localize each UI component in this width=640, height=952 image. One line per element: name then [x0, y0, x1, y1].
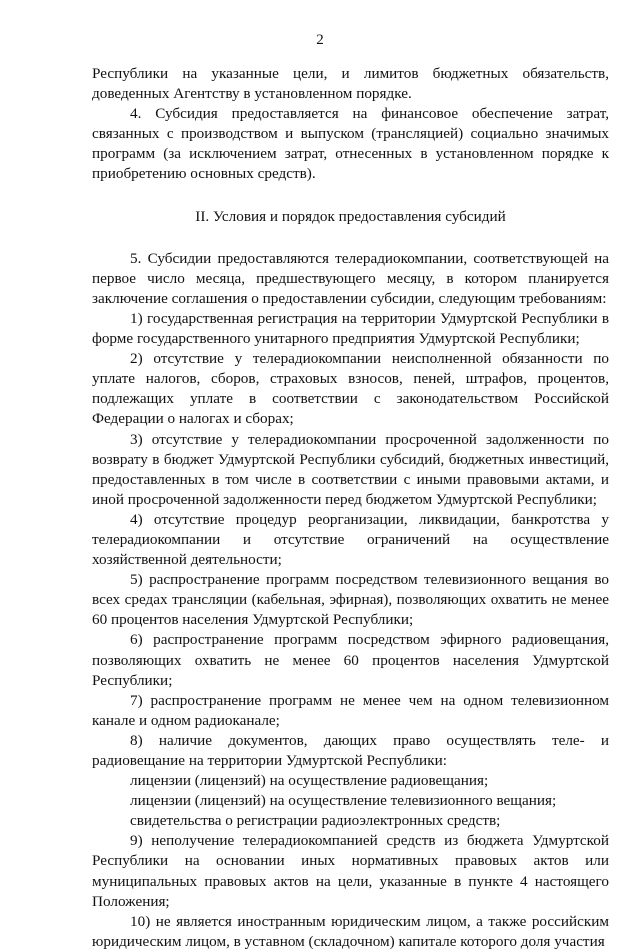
requirement-1: 1) государственная регистрация на территории Удмуртской Республики в форме государственного унитарного предприятия Удмуртской Республики; — [92, 309, 609, 348]
requirement-7: 7) распространение программ не менее чем на одном телевизионном канале и одном радиоканале; — [92, 691, 609, 729]
requirement-9: 9) неполучение телерадиокомпанией средств из бюджета Удмуртской Республики на основании иных нормативных правовых актов или муниципальных правовых актов на цели, указанные в пункте 4 настоящего Положения; — [92, 832, 609, 910]
paragraph-item-4: 4. Субсидия предоставляется на финансовое обеспечение затрат, связанных с производством и выпуском (трансляцией) социально значимых программ (за исключением затрат, отнесенных в установленном порядке к приобретению основных средств). — [92, 105, 609, 183]
requirement-5: 5) распространение программ посредством телевизионного вещания во всех средах трансляции (кабельная, эфирная), позволяющих охватить не менее 60 процентов населения Удмуртской Республики; — [92, 571, 609, 629]
requirement-3: 3) отсутствие у телерадиокомпании просроченной задолженности по возврату в бюджет Удмуртской Республики субсидий, бюджетных инвестиций, предоставленных в том числе в соответствии с иными правовыми актами, и иной просроченной задолженности перед бюджетом Удмуртской Республики; — [92, 430, 609, 508]
requirement-8: 8) наличие документов, дающих право осуществлять теле- и радиовещание на территории Удмуртской Республики: — [92, 731, 609, 769]
section-title: II. Условия и порядок предоставления субсидий — [195, 207, 506, 225]
license-item: лицензии (лицензий) на осуществление телевизионного вещания; — [130, 792, 557, 810]
requirement-2: 2) отсутствие у телерадиокомпании неисполненной обязанности по уплате налогов, сборов, страховых взносов, пеней, штрафов, процентов, подлежащих уплате в соответствии с законодательством Российской Федерации о налогах и сборах; — [92, 350, 609, 428]
requirement-10: 10) не является иностранным юридическим лицом, а также российским юридическим лицом, в уставном (складочном) капитале которого доля участия — [92, 912, 609, 950]
requirement-4: 4) отсутствие процедур реорганизации, ликвидации, банкротства у телерадиокомпании и отсутствие ограничений на осуществление хозяйственной деятельности; — [92, 510, 609, 569]
document-body — [92, 64, 609, 952]
license-item: лицензии (лицензий) на осуществление радиовещания; — [130, 772, 489, 790]
paragraph-item-5: 5. Субсидии предоставляются телерадиокомпании, соответствующей на первое число месяца, предшествующего месяцу, в котором планируется заключение соглашения о предоставлении субсидии, следующим требованиям: — [92, 249, 609, 307]
page-number: 2 — [316, 32, 324, 48]
requirement-6: 6) распространение программ посредством эфирного радиовещания, позволяющих охватить не менее 60 процентов населения Удмуртской Республики; — [92, 631, 609, 689]
license-item: свидетельства о регистрации радиоэлектронных средств; — [130, 812, 501, 830]
paragraph-continuation: Республики на указанные цели, и лимитов бюджетных обязательств, доведенных Агентству в установленном порядке. — [92, 65, 609, 103]
